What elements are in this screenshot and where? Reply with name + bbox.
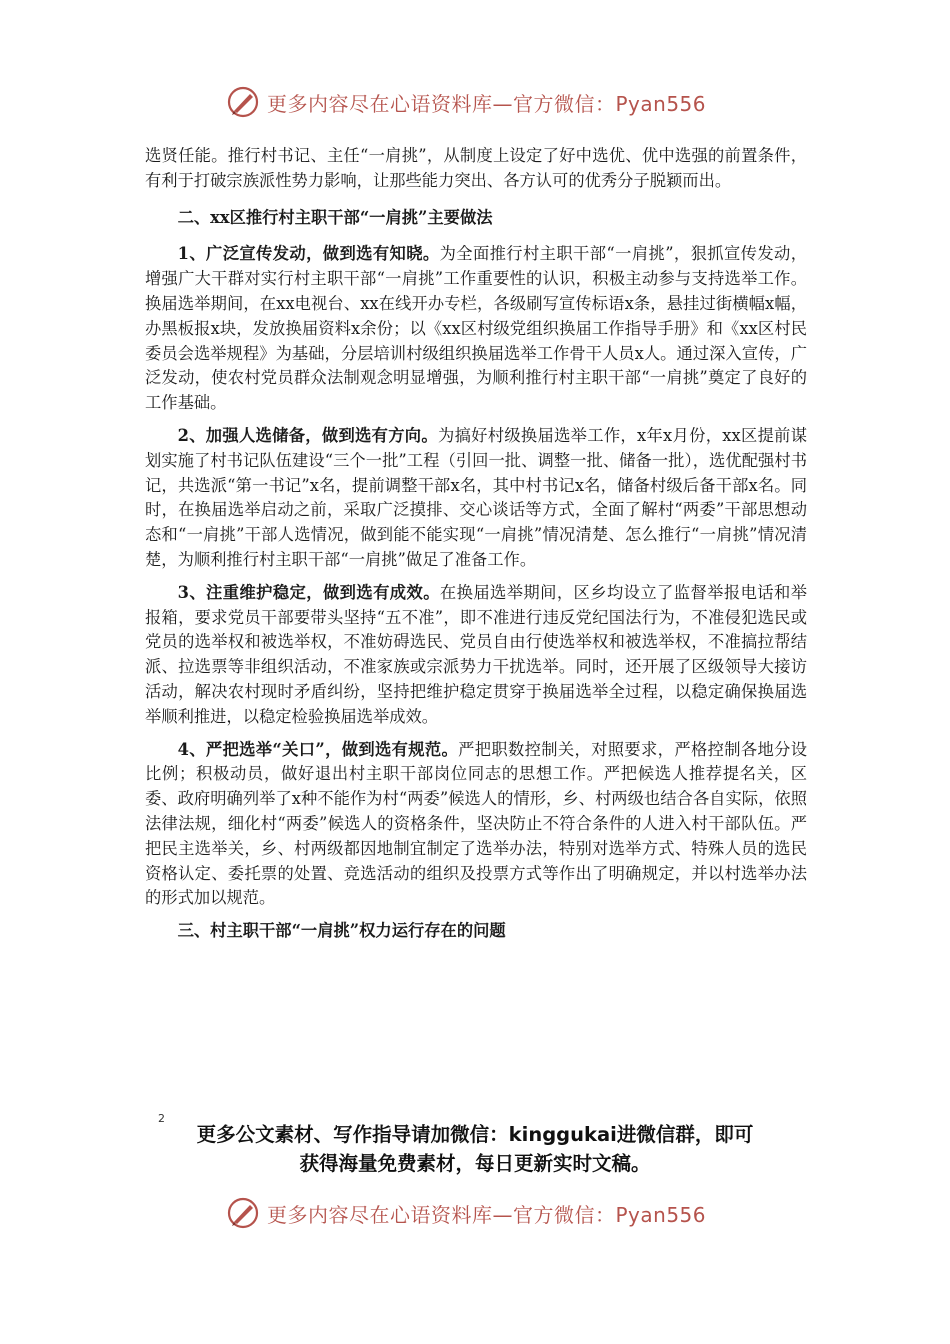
page-number: 2 [158,1112,165,1125]
footer-banner [225,1193,725,1233]
pen-logo-icon [225,84,261,120]
paragraph-4-lead: 4、严把选举“关口”，做到选有规范。 [177,739,459,759]
section-heading-3: 三、村主职干部“一肩挑”权力运行存在的问题 [177,921,506,941]
paragraph-4-text: 严把职数控制关，对照要求，严格控制各地分设比例；积极动员，做好退出村主职干部岗位同志的思想工作。严把候选人推荐提名关，区委、政府明确列举了x种不能作为村“两委”候选人的情形，乡、村两级也结合各自实际，依照法律法规，细化村“两委”候选人的资格条件，坚决防止不符合条件的人进入村干部队伍。严把民主选举关，乡、村两级都因地制宜制定了选举办法，特别对选举方式、特殊人员的选民资格认定、委托票的处置、竞选活动的组织及投票方式等作出了明确规定，并以村选举办法的形式加以规范。 [145,739,807,908]
document-body [145,144,807,956]
paragraph-2-lead: 2、加强人选储备，做到选有方向。 [177,425,438,445]
promo-line-1: 更多公文素材、写作指导请加微信：kinggukai进微信群，即可 [196,1123,754,1146]
section-heading-2: 二、xx区推行村主职干部“一肩挑”主要做法 [177,207,493,227]
paragraph-intro: 选贤任能。推行村书记、主任“一肩挑”，从制度上设定了好中选优、优中选强的前置条件，有利于打破宗族派性势力影响，让那些能力突出、各方认可的优秀分子脱颖而出。 [145,146,807,190]
paragraph-2 [145,424,807,573]
pen-logo-icon [225,1195,261,1231]
promo-line-2: 获得海量免费素材，每日更新实时文稿。 [299,1152,651,1175]
paragraph-1-lead: 1、广泛宣传发动，做到选有知晓。 [177,244,440,264]
header-banner [225,82,725,122]
promo-block [150,1120,800,1178]
paragraph-4 [145,738,807,912]
paragraph-3-text: 在换届选举期间，区乡均设立了监督举报电话和举报箱，要求党员干部要带头坚持“五不准”，即不准进行违反党纪国法行为，不准侵犯选民或党员的选举权和被选举权，不准妨碍选民、党员自由行使选举权和被选举权，不准搞拉帮结派、拉选票等非组织活动，不准家族或宗派势力干扰选举。同时，还开展了区级领导大接访活动，解决农村现时矛盾纠纷，坚持把维护稳定贯穿于换届选举全过程，以稳定确保换届选举顺利推进，以稳定检验换届选举成效。 [145,582,807,726]
footer-banner-text: 更多内容尽在心语资料库—官方微信：Pyan556 [267,1202,707,1227]
header-banner-text: 更多内容尽在心语资料库—官方微信：Pyan556 [267,91,707,116]
paragraph-3 [145,581,807,730]
paragraph-3-lead: 3、注重维护稳定，做到选有成效。 [177,582,440,602]
paragraph-1 [145,242,807,416]
paragraph-2-text: 为搞好村级换届选举工作，x年x月份，xx区提前谋划实施了村书记队伍建设“三个一批”工程（引回一批、调整一批、储备一批），选优配强村书记，共选派“第一书记”x名，提前调整干部x名，其中村书记x名，储备村级后备干部x名。同时，在换届选举启动之前，采取广泛摸排、交心谈话等方式，全面了解村“两委”干部思想动态和“一肩挑”干部人选情况，做到能不能实现“一肩挑”情况清楚、怎么推行“一肩挑”情况清楚，为顺利推行村主职干部“一肩挑”做足了准备工作。 [145,425,807,569]
paragraph-1-text: 为全面推行村主职干部“一肩挑”，狠抓宣传发动，增强广大干群对实行村主职干部“一肩挑”工作重要性的认识，积极主动参与支持选举工作。换届选举期间，在xx电视台、xx在线开办专栏，各级刷写宣传标语x条，悬挂过街横幅x幅，办黑板报x块，发放换届资料x余份；以《xx区村级党组织换届工作指导手册》和《xx区村民委员会选举规程》为基础，分层培训村级组织换届选举工作骨干人员x人。通过深入宣传，广泛发动，使农村党员群众法制观念明显增强，为顺利推行村主职干部“一肩挑”奠定了良好的工作基础。 [145,244,807,413]
